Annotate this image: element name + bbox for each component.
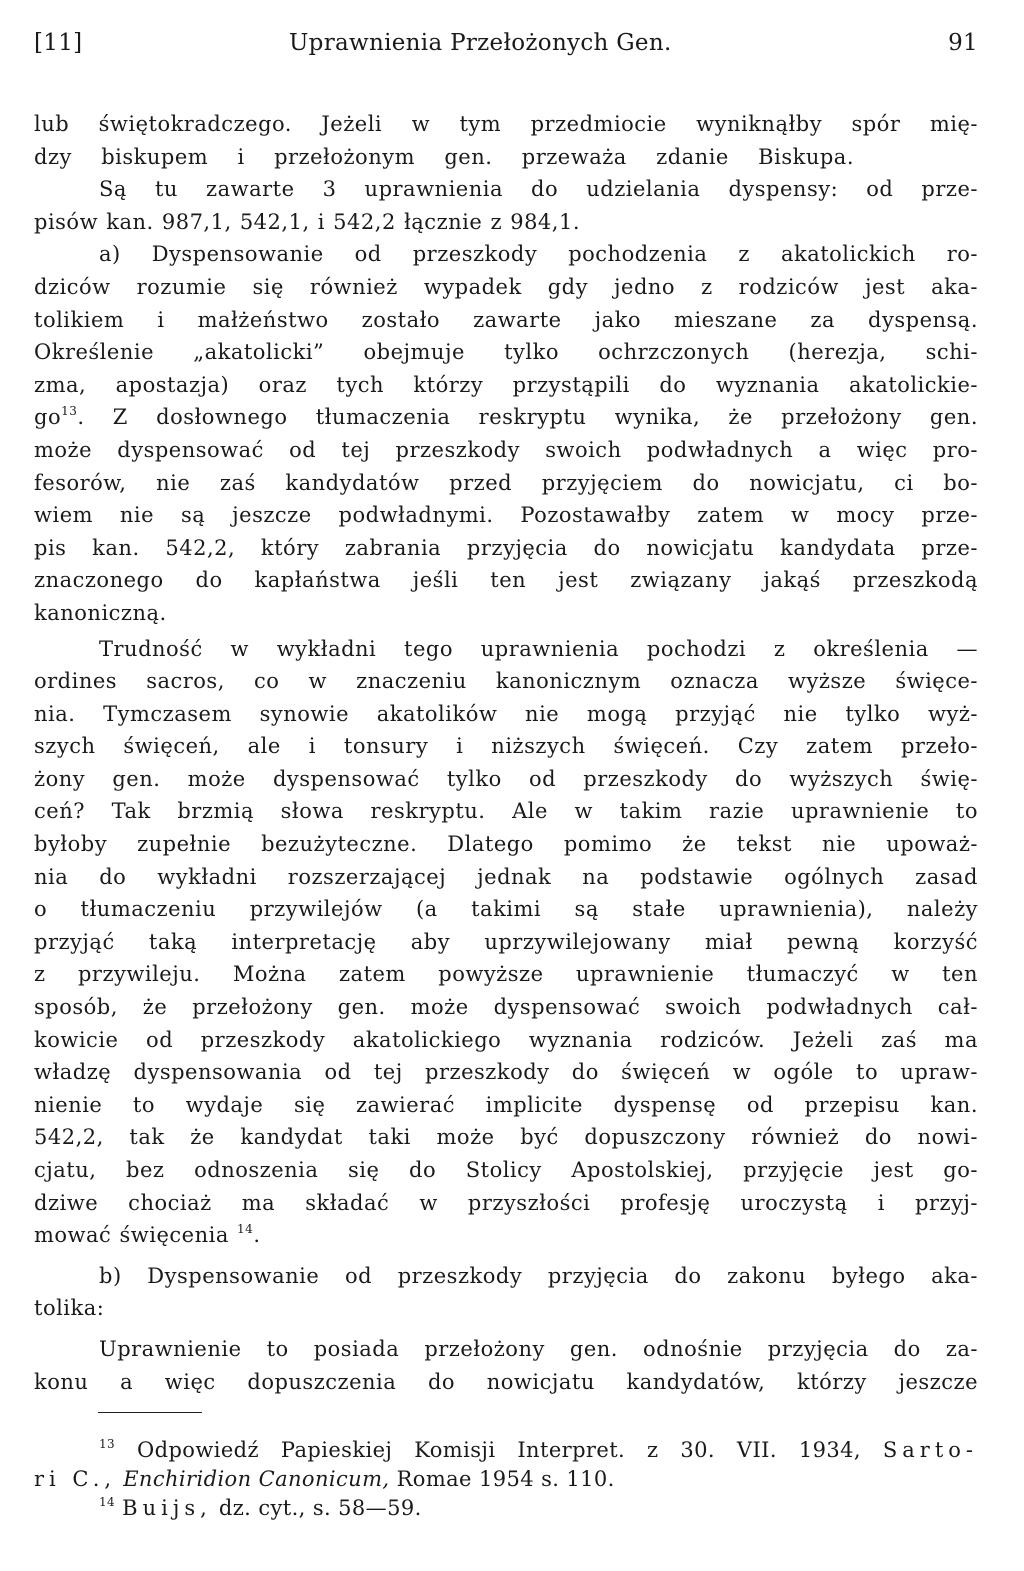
footnote-14 bbox=[34, 1494, 978, 1523]
running-header bbox=[34, 30, 978, 64]
text-line: dziców rozumie się również wypadek gdy jedno z rodziców jest aka- bbox=[34, 274, 978, 299]
text-line: lub świętokradczego. Jeżeli w tym przedmiocie wyniknąłby spór mię- bbox=[34, 112, 978, 136]
footnote-ref-13: 13 bbox=[61, 404, 78, 419]
footnote-13-cont bbox=[34, 1465, 978, 1494]
text-line: ceń? Tak brzmią słowa reskryptu. Ale w takim razie uprawnienie to bbox=[34, 799, 978, 824]
text-line: tolikiem i małżeństwo zostało zawarte jako mieszane za dyspensą. bbox=[34, 307, 978, 332]
text-line: b) Dyspensowanie od przeszkody przyjęcia do zakonu byłego aka- bbox=[99, 1263, 978, 1288]
text-line: przyjąć taką interpretację aby uprzywilejowany miał pewną korzyść bbox=[34, 929, 978, 954]
text-line: Uprawnienie to posiada przełożony gen. odnośnie przyjęcia do za- bbox=[99, 1336, 978, 1361]
text-line: ordines sacros, co w znaczeniu kanonicznym oznacza wyższe święce- bbox=[34, 669, 978, 694]
text-line: znaczonego do kapłaństwa jeśli ten jest związany jakąś przeszkodą bbox=[34, 568, 978, 593]
page-number: 91 bbox=[948, 30, 978, 56]
text-line: dzy biskupem i przełożonym gen. przeważa zdanie Biskupa. bbox=[34, 144, 854, 169]
footnotes bbox=[34, 1436, 978, 1523]
text-line bbox=[34, 401, 978, 434]
footnote-mark: 13 bbox=[99, 1437, 116, 1451]
text-line: a) Dyspensowanie od przeszkody pochodzenia z akatolickich ro- bbox=[99, 242, 978, 267]
text-line: dziwe chociaż ma składać w przyszłości profesję uroczystą i przyj- bbox=[34, 1190, 978, 1215]
text-line: tolika: bbox=[34, 1296, 105, 1321]
text-line: może dyspensować od tej przeszkody swoich podwładnych a więc pro- bbox=[34, 437, 978, 462]
body-text bbox=[34, 108, 978, 1398]
text-line: Są tu zawarte 3 uprawnienia do udzielania dyspensy: od prze- bbox=[99, 177, 978, 202]
text-fragment: mować święcenia bbox=[34, 1223, 229, 1248]
text-line bbox=[34, 1219, 978, 1252]
footnote-text: dz. cyt., s. 58—59. bbox=[218, 1496, 422, 1520]
text-line: żony gen. może dyspensować tylko od przeszkody do wyższych świę- bbox=[34, 766, 978, 791]
text-line: nienie to wydaje się zawierać implicite dyspensę od przepisu kan. bbox=[34, 1092, 978, 1117]
footnote-separator bbox=[98, 1412, 202, 1413]
text-line: sposób, że przełożony gen. może dyspensować swoich podwładnych cał- bbox=[34, 995, 978, 1020]
text-line: kanoniczną. bbox=[34, 600, 167, 625]
text-line: z przywileju. Można zatem powyższe uprawnienie tłumaczyć w ten bbox=[34, 962, 978, 987]
text-line: zma, apostazja) oraz tych którzy przystąpili do wyznania akatolickie- bbox=[34, 372, 978, 397]
text-line: pis kan. 542,2, który zabrania przyjęcia do nowicjatu kandydata prze- bbox=[34, 535, 978, 560]
text-fragment: . bbox=[253, 1223, 261, 1248]
running-title: Uprawnienia Przełożonych Gen. bbox=[289, 30, 672, 56]
text-line: 542,2, tak że kandydat taki może być dopuszczony również do nowi- bbox=[34, 1125, 978, 1150]
text-line: nia. Tymczasem synowie akatolików nie mogą przyjąć nie tylko wyż- bbox=[34, 701, 978, 726]
footnote-text: Romae 1954 s. 110. bbox=[396, 1467, 615, 1491]
text-line: nia do wykładni rozszerzającej jednak na podstawie ogólnych zasad bbox=[34, 864, 978, 889]
text-fragment: . Z dosłownego tłumaczenia reskryptu wynika, że przełożony gen. bbox=[77, 405, 978, 430]
author-name: Sarto- bbox=[882, 1438, 978, 1462]
text-line: kowicie od przeszkody akatolickiego wyznania rodziców. Jeżeli zaś ma bbox=[34, 1027, 978, 1052]
footnote-ref-14: 14 bbox=[237, 1222, 254, 1237]
footnote-text: Odpowiedź Papieskiej Komisji Interpret. z 30. VII. 1934, bbox=[137, 1438, 861, 1462]
text-line: konu a więc dopuszczenia do nowicjatu kandydatów, którzy jeszcze bbox=[34, 1369, 978, 1394]
text-fragment: go bbox=[34, 405, 62, 430]
text-line: Określenie „akatolicki” obejmuje tylko ochrzczonych (herezja, schi- bbox=[34, 340, 978, 365]
section-number: [11] bbox=[34, 30, 83, 56]
text-line: byłoby zupełnie bezużyteczne. Dlatego pomimo że tekst nie upoważ- bbox=[34, 832, 978, 857]
text-line: Trudność w wykładni tego uprawnienia pochodzi z określenia — bbox=[99, 636, 978, 661]
text-line: cjatu, bez odnoszenia się do Stolicy Apostolskiej, przyjęcie jest go- bbox=[34, 1158, 978, 1182]
footnote-13 bbox=[34, 1436, 978, 1465]
footnote-mark: 14 bbox=[99, 1495, 116, 1509]
text-line: o tłumaczeniu przywilejów (a takimi są stałe uprawnienia), należy bbox=[34, 897, 978, 922]
author-name: ri C., bbox=[34, 1467, 117, 1491]
book-title: Enchiridion Canonicum, bbox=[123, 1467, 390, 1491]
author-name: Buijs, bbox=[122, 1496, 212, 1520]
text-line: szych święceń, ale i tonsury i niższych święceń. Czy zatem przeło- bbox=[34, 734, 978, 759]
text-line: władzę dyspensowania od tej przeszkody do święceń w ogóle to upraw- bbox=[34, 1060, 978, 1085]
text-line: pisów kan. 987,1, 542,1, i 542,2 łącznie z 984,1. bbox=[34, 209, 581, 234]
text-line: fesorów, nie zaś kandydatów przed przyjęciem do nowicjatu, ci bo- bbox=[34, 470, 978, 495]
text-line: wiem nie są jeszcze podwładnymi. Pozostawałby zatem w mocy prze- bbox=[34, 503, 978, 528]
